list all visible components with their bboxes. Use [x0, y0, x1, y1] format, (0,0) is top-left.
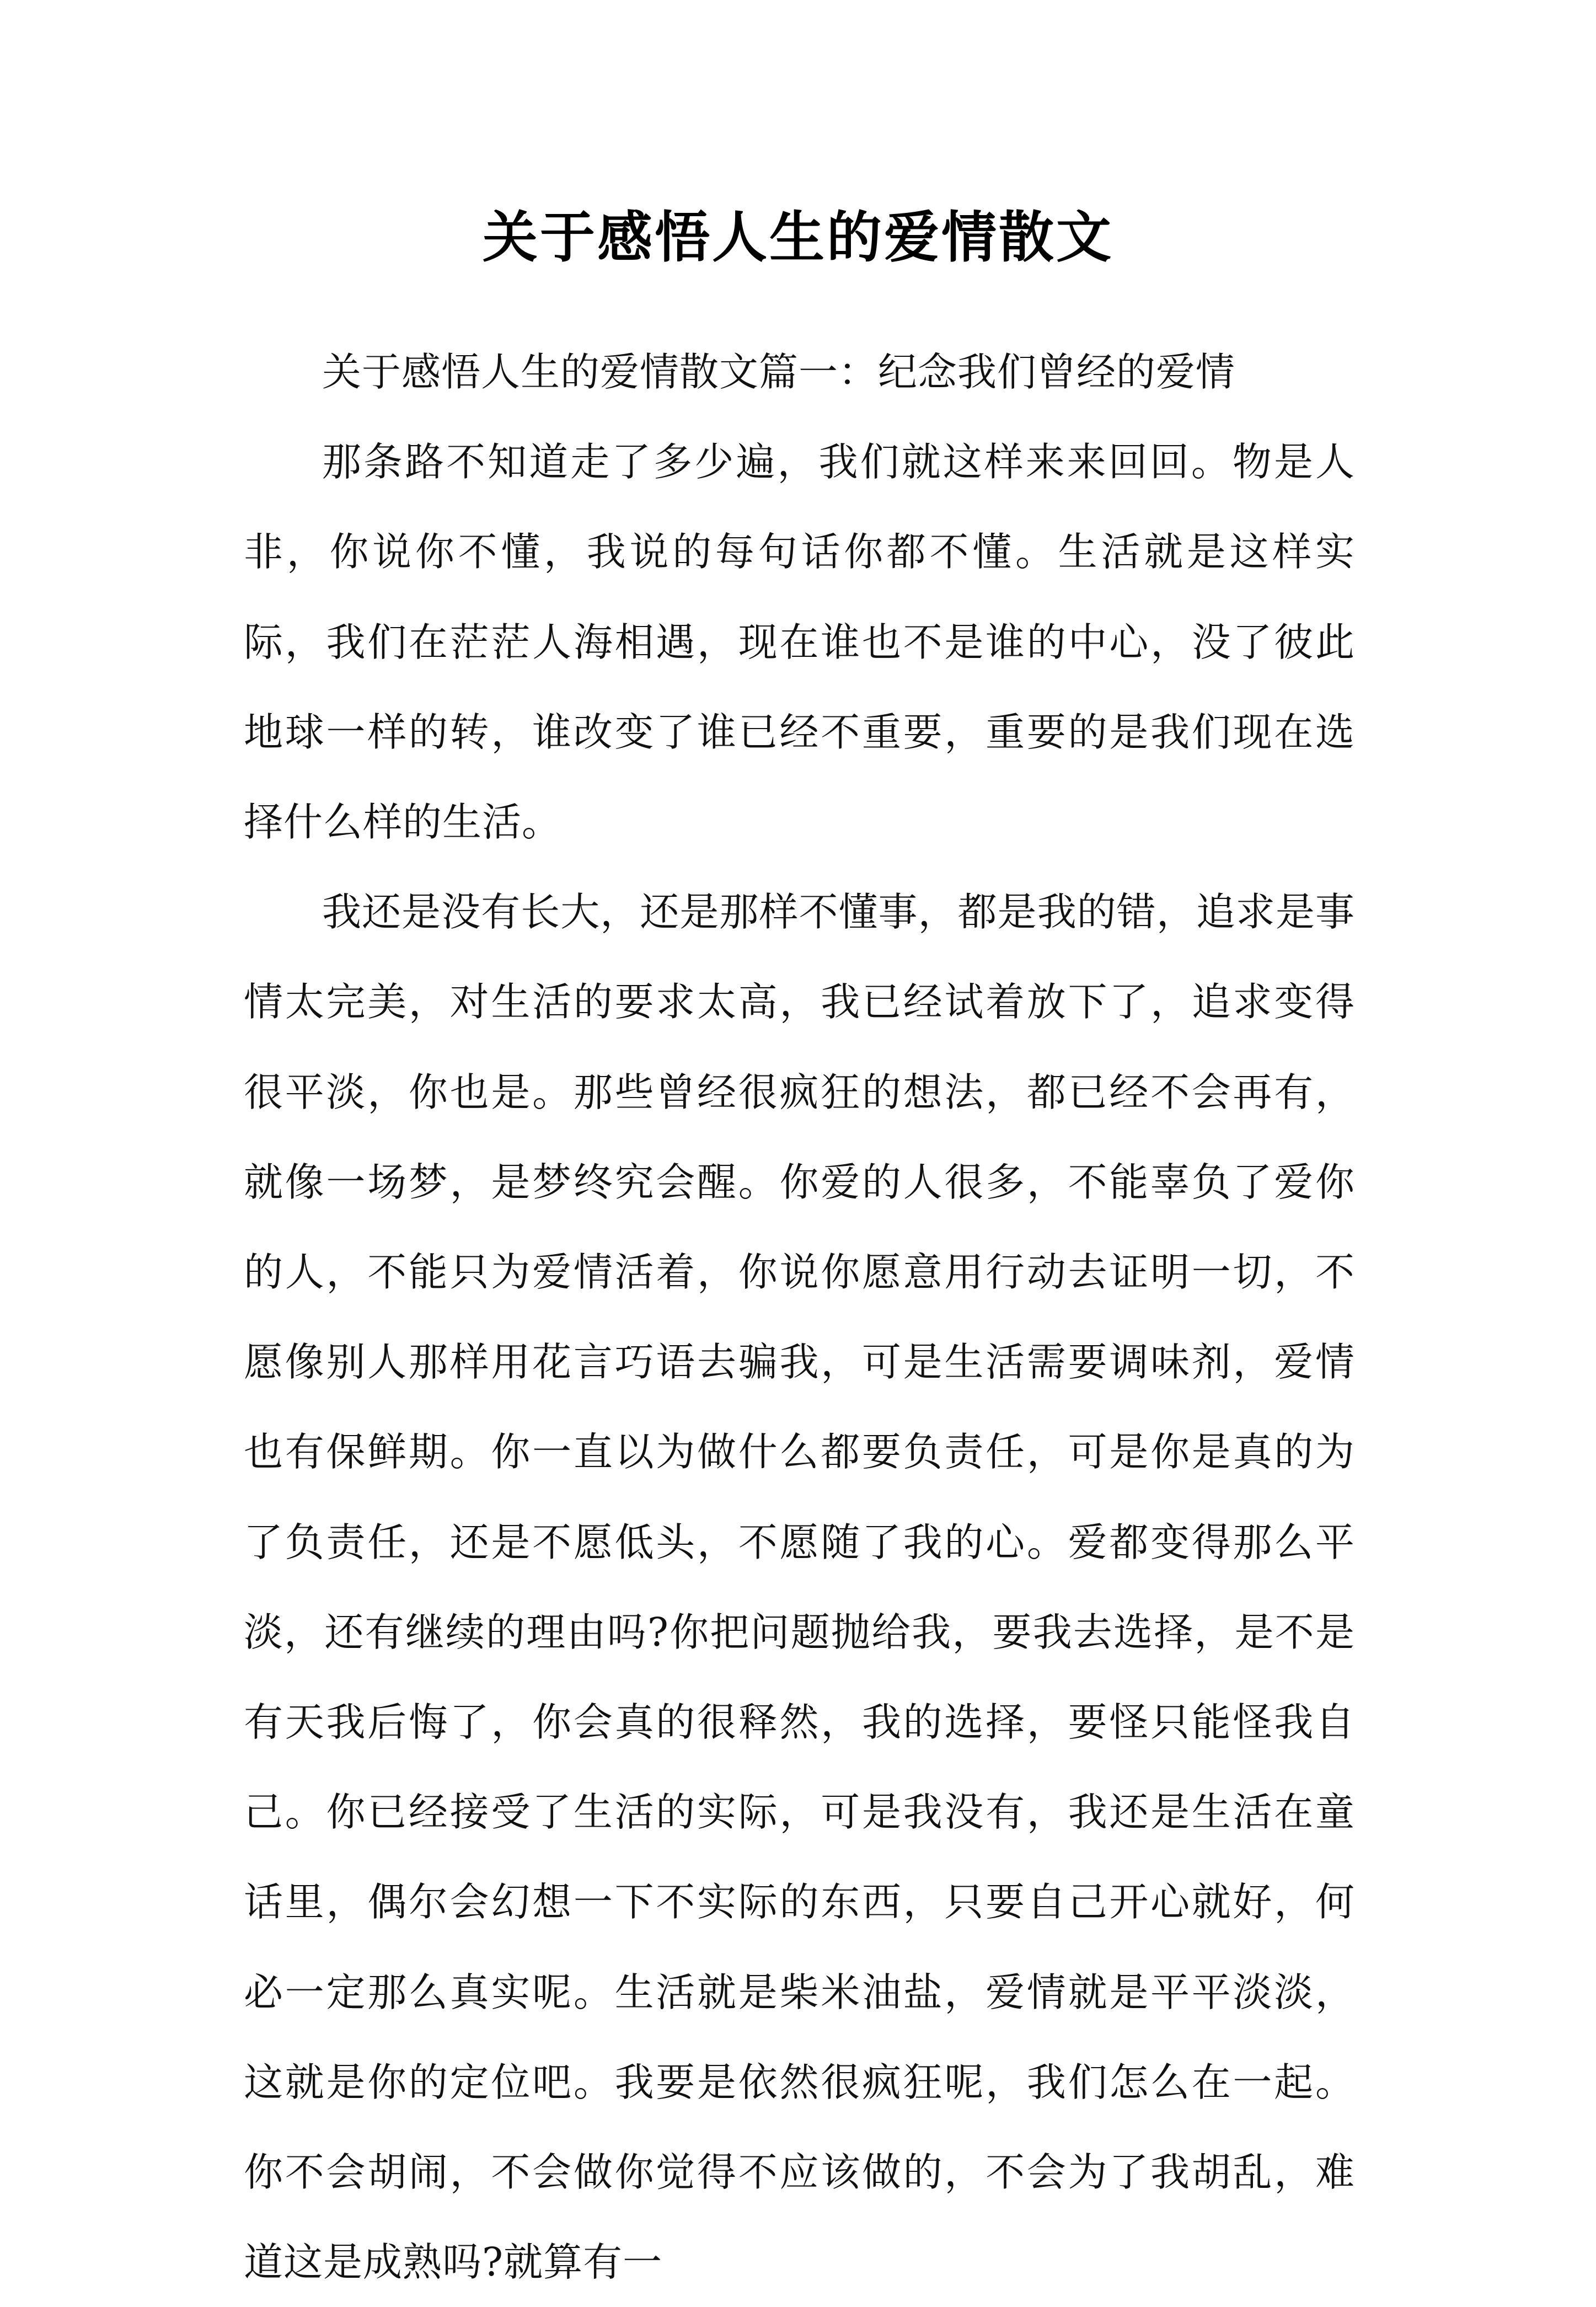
document-title: 关于感悟人生的爱情散文 — [483, 205, 1113, 270]
paragraph-1: 那条路不知道走了多少遍，我们就这样来来回回。物是人非，你说你不懂，我说的每句话你都不懂。生活就是这样实际，我们在茫茫人海相遇，现在谁也不是谁的中心，没了彼此地球一样的转，谁改变了谁已经不重要，重要的是我们现在选择什么样的生活。 — [244, 439, 1355, 845]
document-body — [244, 327, 1355, 2285]
section-heading: 关于感悟人生的爱情散文篇一：纪念我们曾经的爱情 — [322, 349, 1236, 395]
paragraph-2: 我还是没有长大，还是那样不懂事，都是我的错，追求是事情太完美，对生活的要求太高，我已经试着放下了，追求变得很平淡，你也是。那些曾经很疯狂的想法，都已经不会再有，就像一场梦，是梦终究会醒。你爱的人很多，不能辜负了爱你的人，不能只为爱情活着，你说你愿意用行动去证明一切，不愿像别人那样用花言巧语去骗我，可是生活需要调味剂，爱情也有保鲜期。你一直以为做什么都要负责任，可是你是真的为了负责任，还是不愿低头，不愿随了我的心。爱都变得那么平淡，还有继续的理由吗?你把问题抛给我，要我去选择，是不是有天我后悔了，你会真的很释然，我的选择，要怪只能怪我自己。你已经接受了生活的实际，可是我没有，我还是生活在童话里，偶尔会幻想一下不实际的东西，只要自己开心就好，何必一定那么真实呢。生活就是柴米油盐，爱情就是平平淡淡，这就是你的定位吧。我要是依然很疯狂呢，我们怎么在一起。你不会胡闹，不会做你觉得不应该做的，不会为了我胡乱，难道这是成熟吗?就算有一 — [244, 889, 1355, 2285]
